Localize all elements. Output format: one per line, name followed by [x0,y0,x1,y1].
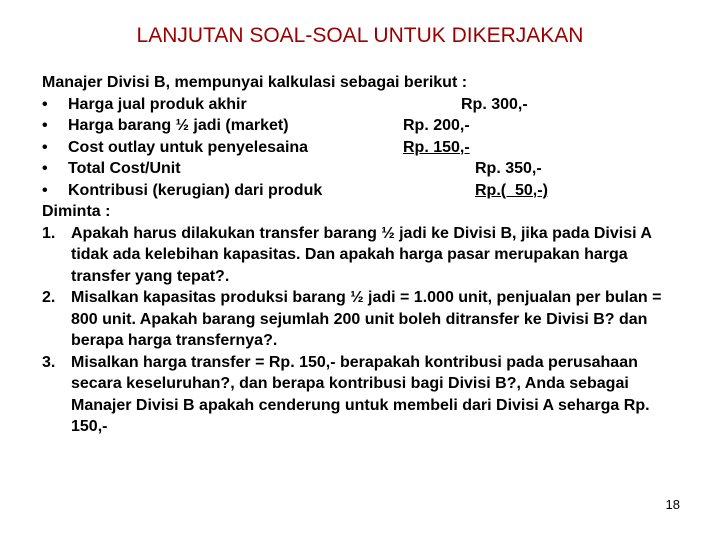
question-number: 2. [42,289,56,306]
bullet-label: Total Cost/Unit [68,160,181,177]
slide-title: LANJUTAN SOAL-SOAL UNTUK DIKERJAKAN [136,24,584,47]
page-number: 18 [665,497,680,512]
bullet-icon: • [42,117,48,134]
question-number: 3. [42,353,56,371]
slide-content [42,72,682,438]
bullet-icon: • [42,95,48,113]
question-number: 1. [42,224,56,242]
bullet-icon: • [42,160,48,177]
bullet-item [42,94,682,116]
bullet-item [42,115,682,137]
bullet-item [42,137,682,159]
intro-line: Manajer Divisi B, mempunyai kalkulasi sebagai berikut : [42,74,468,91]
diminta-label: Diminta : [42,203,111,220]
bullet-amount: Rp. 200,- [403,117,470,134]
question-item [42,223,682,288]
bullet-icon: • [42,181,48,199]
question-text: Misalkan kapasitas produksi barang ½ jadi = 1.000 unit, penjualan per bulan = 800 unit. Apakah barang sejumlah 200 unit boleh ditransfer ke Divisi B? dan berapa harga transfernya?. [71,289,662,349]
bullet-label: Harga jual produk akhir [68,95,247,113]
bullet-amount: Rp. 300,- [461,95,528,113]
question-item [42,352,682,438]
bullet-icon: • [42,138,48,156]
bullet-label: Cost outlay untuk penyelesaina [68,138,309,156]
bullet-amount: Rp.( 50,-) [475,181,548,199]
question-text: Misalkan harga transfer = Rp. 150,- berapakah kontribusi pada perusahaan secara keseluruhan?, dan berapa kontribusi bagi Divisi B?, Anda sebagai Manajer Divisi B apakah cenderung untuk membeli dari Divisi A seharga Rp. 150,- [71,353,650,435]
bullet-item [42,158,682,180]
bullet-label: Kontribusi (kerugian) dari produk [68,181,323,199]
bullet-label: Harga barang ½ jadi (market) [68,117,289,134]
bullet-amount: Rp. 150,- [403,138,470,156]
bullet-amount: Rp. 350,- [475,160,542,177]
bullet-item [42,180,682,202]
question-item [42,287,682,352]
question-text: Apakah harus dilakukan transfer barang ½ jadi ke Divisi B, jika pada Divisi A tidak ada kelebihan kapasitas. Dan apakah harga pasar merupakan harga transfer yang tepat?. [71,224,652,285]
